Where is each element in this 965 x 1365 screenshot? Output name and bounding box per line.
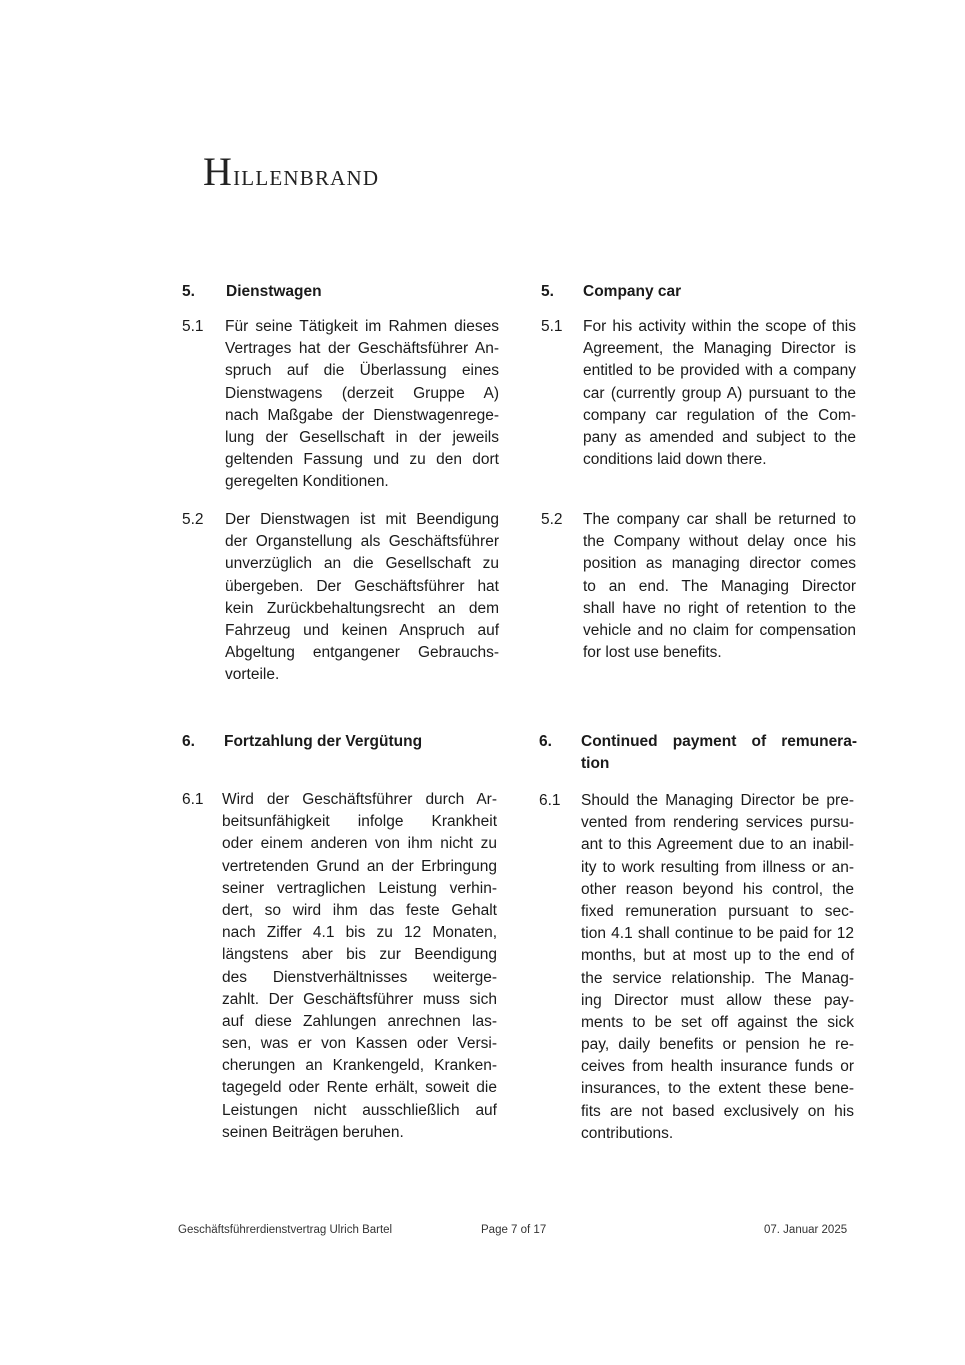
text-line: vorteile.	[225, 666, 280, 684]
text-line: Für seine Tätigkeit im Rahmen dieses	[225, 318, 499, 335]
text-line: nach Maßgabe der Dienstwagenrege-	[225, 406, 499, 424]
section-title	[581, 731, 857, 775]
text-line: Abgeltung entgangener Gebrauchs-	[225, 644, 499, 662]
text-line: längstens aber bis zur Beendigung	[222, 946, 497, 964]
text-line: beitsunfähigkeit infolge Krankheit	[222, 813, 497, 831]
section-number: 6.	[539, 733, 552, 750]
text-line: Wird der Geschäftsführer durch Ar-	[222, 791, 497, 808]
text-line: ments to be set off against the sick	[581, 1013, 854, 1031]
clause-number: 5.2	[541, 511, 563, 528]
text-line: fits are not based exclusively on his	[581, 1102, 854, 1120]
text-line: tion	[581, 755, 610, 772]
text-line: the Company without delay once his	[583, 533, 856, 551]
text-line: ity to work resulting from illness or an-	[581, 858, 854, 876]
text-line: position as managing director comes	[583, 555, 856, 573]
text-line: übergeben. Der Geschäftsführer hat	[225, 577, 499, 595]
section-title: Company car	[583, 283, 682, 300]
clause-text	[581, 790, 854, 1145]
text-line: contributions.	[581, 1124, 674, 1142]
text-line: Dienstwagens (derzeit Gruppe A)	[225, 384, 499, 402]
text-line: oder einem anderen von ihm nicht zu	[222, 835, 497, 853]
footer-document-title: Geschäftsführerdienstvertrag Ulrich Bartel	[178, 1224, 393, 1236]
clause-text	[222, 789, 497, 1144]
text-line: Fahrzeug und keinen Anspruch auf	[225, 621, 499, 639]
text-line: Der Dienstwagen ist mit Beendigung	[225, 511, 499, 528]
text-line: insurances, to the extent these bene-	[581, 1080, 854, 1098]
text-line: geltenden Fassung und zu den dort	[225, 451, 499, 469]
text-line: Agreement, the Managing Director is	[583, 340, 856, 358]
text-line: to an end. The Managing Director	[583, 577, 856, 595]
clause-number: 5.2	[182, 511, 204, 528]
text-line: the service relationship. The Manag-	[581, 969, 854, 987]
text-line: tion 4.1 shall continue to be paid for 12	[581, 925, 854, 943]
text-line: conditions laid down there.	[583, 451, 767, 469]
text-line: lung der Gesellschaft in der jeweils	[225, 428, 499, 446]
clause-number: 5.1	[182, 318, 204, 335]
text-line: ant to this Agreement due to an inabil-	[581, 836, 854, 854]
text-line: other reason beyond his control, the	[581, 880, 854, 898]
text-line: dert, so wird ihm das feste Gehalt	[222, 901, 497, 919]
text-line: pay, daily benefits or pension he re-	[581, 1036, 854, 1054]
text-line: ceives from health insurance funds or	[581, 1058, 854, 1076]
text-line: company car regulation of the Com-	[583, 406, 856, 424]
text-line: pany as amended and subject to the	[583, 428, 856, 446]
section-title: Fortzahlung der Vergütung	[224, 733, 423, 750]
text-line: nach Ziffer 4.1 bis zu 12 Monaten,	[222, 924, 497, 942]
text-line: des Dienstverhältnisses weiterge-	[222, 968, 497, 986]
clause-number: 6.1	[182, 791, 204, 808]
text-line: For his activity within the scope of this	[583, 318, 856, 335]
text-line: cherungen an Krankengeld, Kranken-	[222, 1057, 497, 1075]
text-line: Leistungen nicht ausschließlich auf	[222, 1101, 497, 1119]
text-line: unverzüglich an die Gesellschaft zu	[225, 555, 499, 573]
clause-number: 6.1	[539, 792, 561, 809]
text-line: ing Director must allow these pay-	[581, 991, 854, 1009]
text-line: Should the Managing Director be pre-	[581, 792, 854, 809]
section-title: Dienstwagen	[226, 283, 322, 300]
text-line: car (currently group A) pursuant to the	[583, 384, 856, 402]
footer-date: 07. Januar 2025	[764, 1224, 848, 1236]
clause-text	[225, 316, 499, 494]
section-number: 6.	[182, 733, 195, 750]
text-line: entitled to be provided with a company	[583, 362, 856, 380]
text-line: zahlt. Der Geschäftsführer muss sich	[222, 990, 497, 1008]
text-line: fixed remuneration pursuant to sec-	[581, 902, 854, 920]
text-line: months, but at most up to the end of	[581, 947, 854, 965]
text-line: geregelten Konditionen.	[225, 473, 389, 491]
text-line: spruch auf die Überlassung eines	[225, 362, 499, 380]
text-line: Continued payment of remunera-	[581, 733, 857, 750]
section-number: 5.	[541, 283, 554, 300]
company-logo: Hillenbrand	[203, 149, 380, 194]
text-line: The company car shall be returned to	[583, 511, 856, 528]
clause-text	[583, 509, 856, 664]
text-line: for lost use benefits.	[583, 644, 722, 662]
text-line: kein Zurückbehaltungsrecht an dem	[225, 599, 499, 617]
footer-page-number: Page 7 of 17	[481, 1224, 547, 1236]
text-line: Vertrages hat der Geschäftsführer An-	[225, 340, 499, 358]
text-line: vertretenden Grund an der Erbringung	[222, 857, 497, 875]
text-line: sen, was er von Kassen oder Versi-	[222, 1035, 497, 1053]
clause-text	[583, 316, 856, 471]
text-line: der Organstellung als Geschäftsführer	[225, 533, 499, 551]
text-line: shall have no right of retention to the	[583, 599, 856, 617]
text-line: auf diese Zahlungen anrechnen las-	[222, 1012, 497, 1030]
text-line: vehicle and no claim for compensation	[583, 621, 856, 639]
clause-number: 5.1	[541, 318, 563, 335]
text-line: seiner vertraglichen Leistung verhin-	[222, 879, 497, 897]
text-line: tagegeld oder Rente erhält, soweit die	[222, 1079, 497, 1097]
section-number: 5.	[182, 283, 195, 300]
text-line: seinen Beiträgen beruhen.	[222, 1123, 404, 1141]
clause-text	[225, 509, 499, 687]
text-line: vented from rendering services pursu-	[581, 814, 854, 832]
